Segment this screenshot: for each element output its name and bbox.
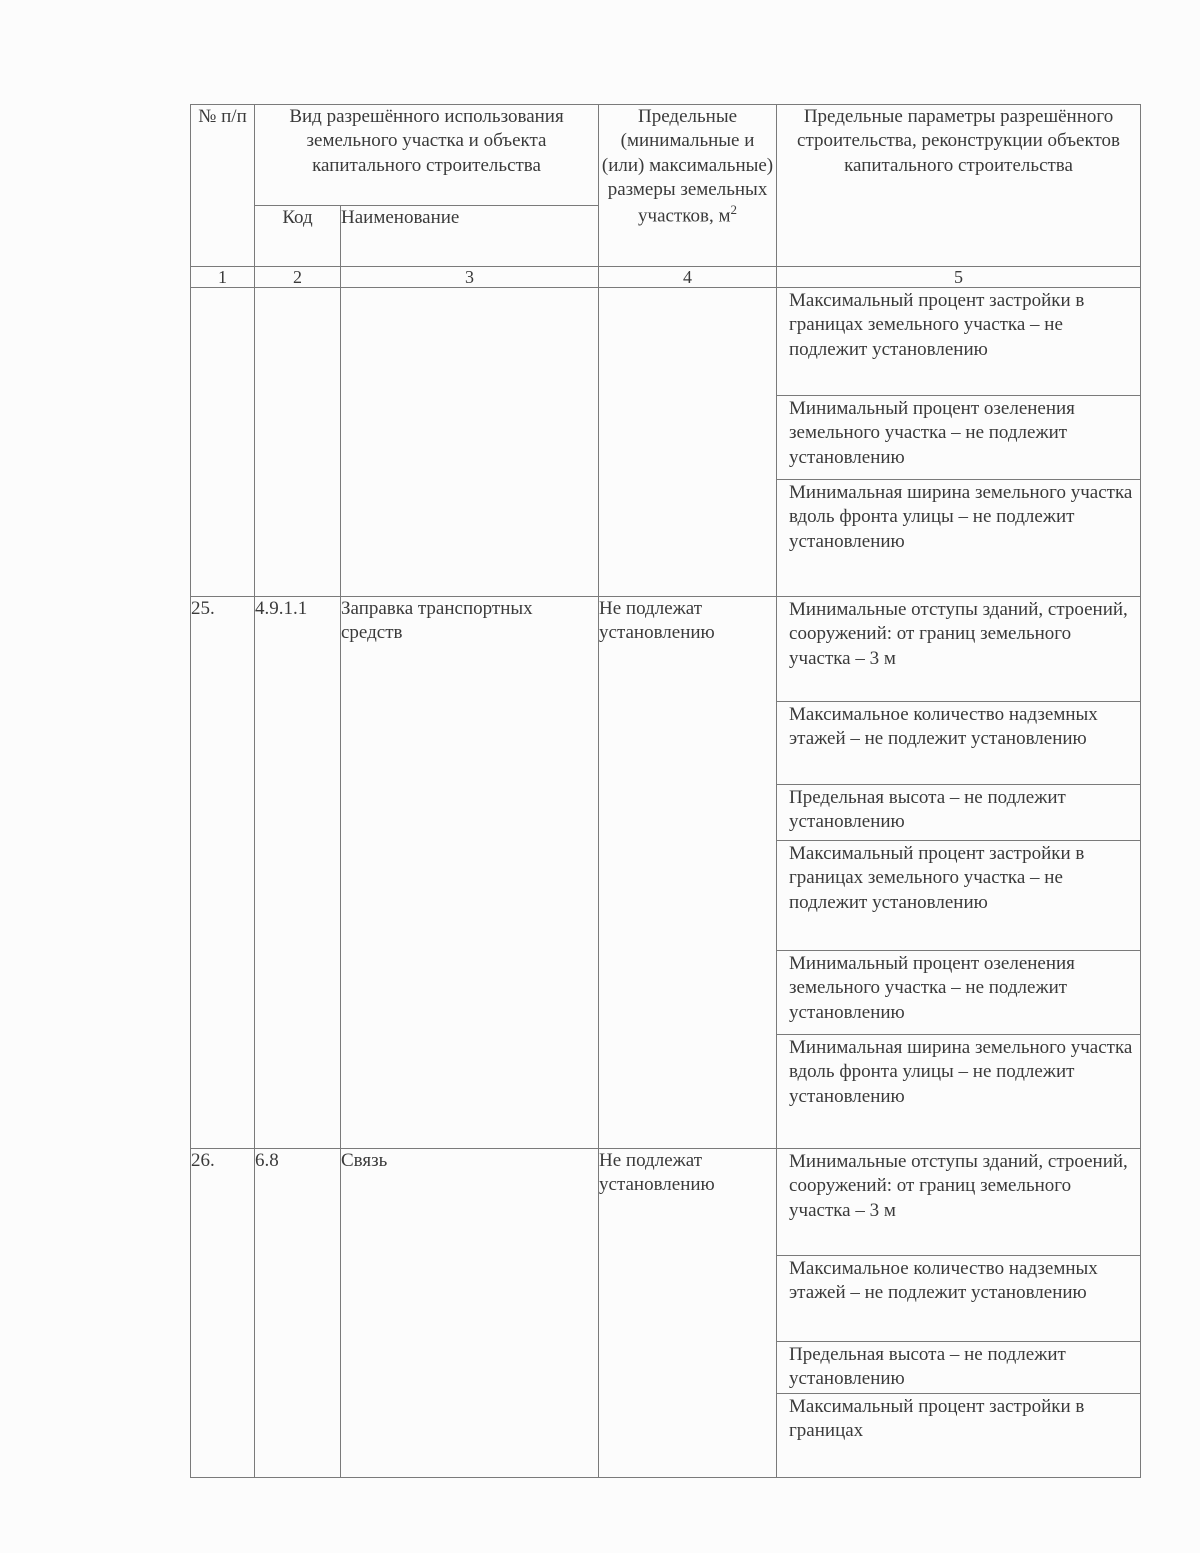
header-params: Предельные параметры разрешённого строительства, реконструкции объектов капитального строительства [777, 105, 1141, 267]
header-sizes-sup: 2 [730, 202, 738, 218]
row-sizes: Не подлежат установлению [599, 1149, 777, 1478]
header-no: № п/п [191, 105, 255, 267]
row-sizes: Не подлежат установлению [599, 597, 777, 1149]
row-no: 26. [191, 1149, 255, 1478]
column-number: 5 [777, 267, 1141, 288]
column-numbers-row [191, 267, 1141, 288]
row-name-cell [341, 288, 599, 597]
header-code: Код [255, 206, 341, 267]
table-row [191, 288, 1141, 597]
table-row [191, 1149, 1141, 1478]
column-number: 3 [341, 267, 599, 288]
row-sizes-cell [599, 288, 777, 597]
header-sizes-text: Предельные (минимальные и (или) максимальные) размеры земельных участков, м [601, 106, 774, 227]
column-number: 4 [599, 267, 777, 288]
param-item: Предельная высота – не подлежит установлению [777, 1341, 1140, 1393]
row-params-cell [777, 1149, 1141, 1478]
param-item: Минимальный процент озеленения земельного участка – не подлежит установлению [777, 950, 1140, 1034]
column-number: 2 [255, 267, 341, 288]
header-sizes [599, 105, 777, 267]
param-item: Максимальный процент застройки в границах земельного участка – не подлежит установлению [789, 290, 1085, 360]
table-row [191, 597, 1141, 1149]
param-item: Минимальная ширина земельного участка вдоль фронта улицы – не подлежит установлению [777, 1034, 1140, 1148]
row-code: 4.9.1.1 [255, 597, 341, 1149]
row-name: Связь [341, 1149, 599, 1478]
header-use-type: Вид разрешённого использования земельного участка и объекта капитального строительства [255, 105, 599, 206]
row-params-cell [777, 597, 1141, 1149]
land-use-table [190, 104, 1141, 1478]
param-item: Максимальное количество надземных этажей – не подлежит установлению [777, 701, 1140, 784]
param-item: Максимальное количество надземных этажей – не подлежит установлению [777, 1255, 1140, 1341]
param-item: Минимальный процент озеленения земельного участка – не подлежит установлению [777, 395, 1140, 479]
param-item: Минимальные отступы зданий, строений, сооружений: от границ земельного участка – 3 м [789, 599, 1128, 669]
row-code-cell [255, 288, 341, 597]
param-item: Максимальный процент застройки в границах [777, 1393, 1140, 1477]
row-params-cell [777, 288, 1141, 597]
param-item: Минимальные отступы зданий, строений, сооружений: от границ земельного участка – 3 м [789, 1151, 1128, 1221]
header-name: Наименование [341, 206, 599, 267]
row-no-cell [191, 288, 255, 597]
param-item: Минимальная ширина земельного участка вдоль фронта улицы – не подлежит установлению [777, 479, 1140, 596]
param-item: Предельная высота – не подлежит установлению [777, 784, 1140, 840]
row-code: 6.8 [255, 1149, 341, 1478]
column-number: 1 [191, 267, 255, 288]
row-no: 25. [191, 597, 255, 1149]
row-name: Заправка транспортных средств [341, 597, 599, 1149]
param-item: Максимальный процент застройки в границах земельного участка – не подлежит установлению [777, 840, 1140, 950]
